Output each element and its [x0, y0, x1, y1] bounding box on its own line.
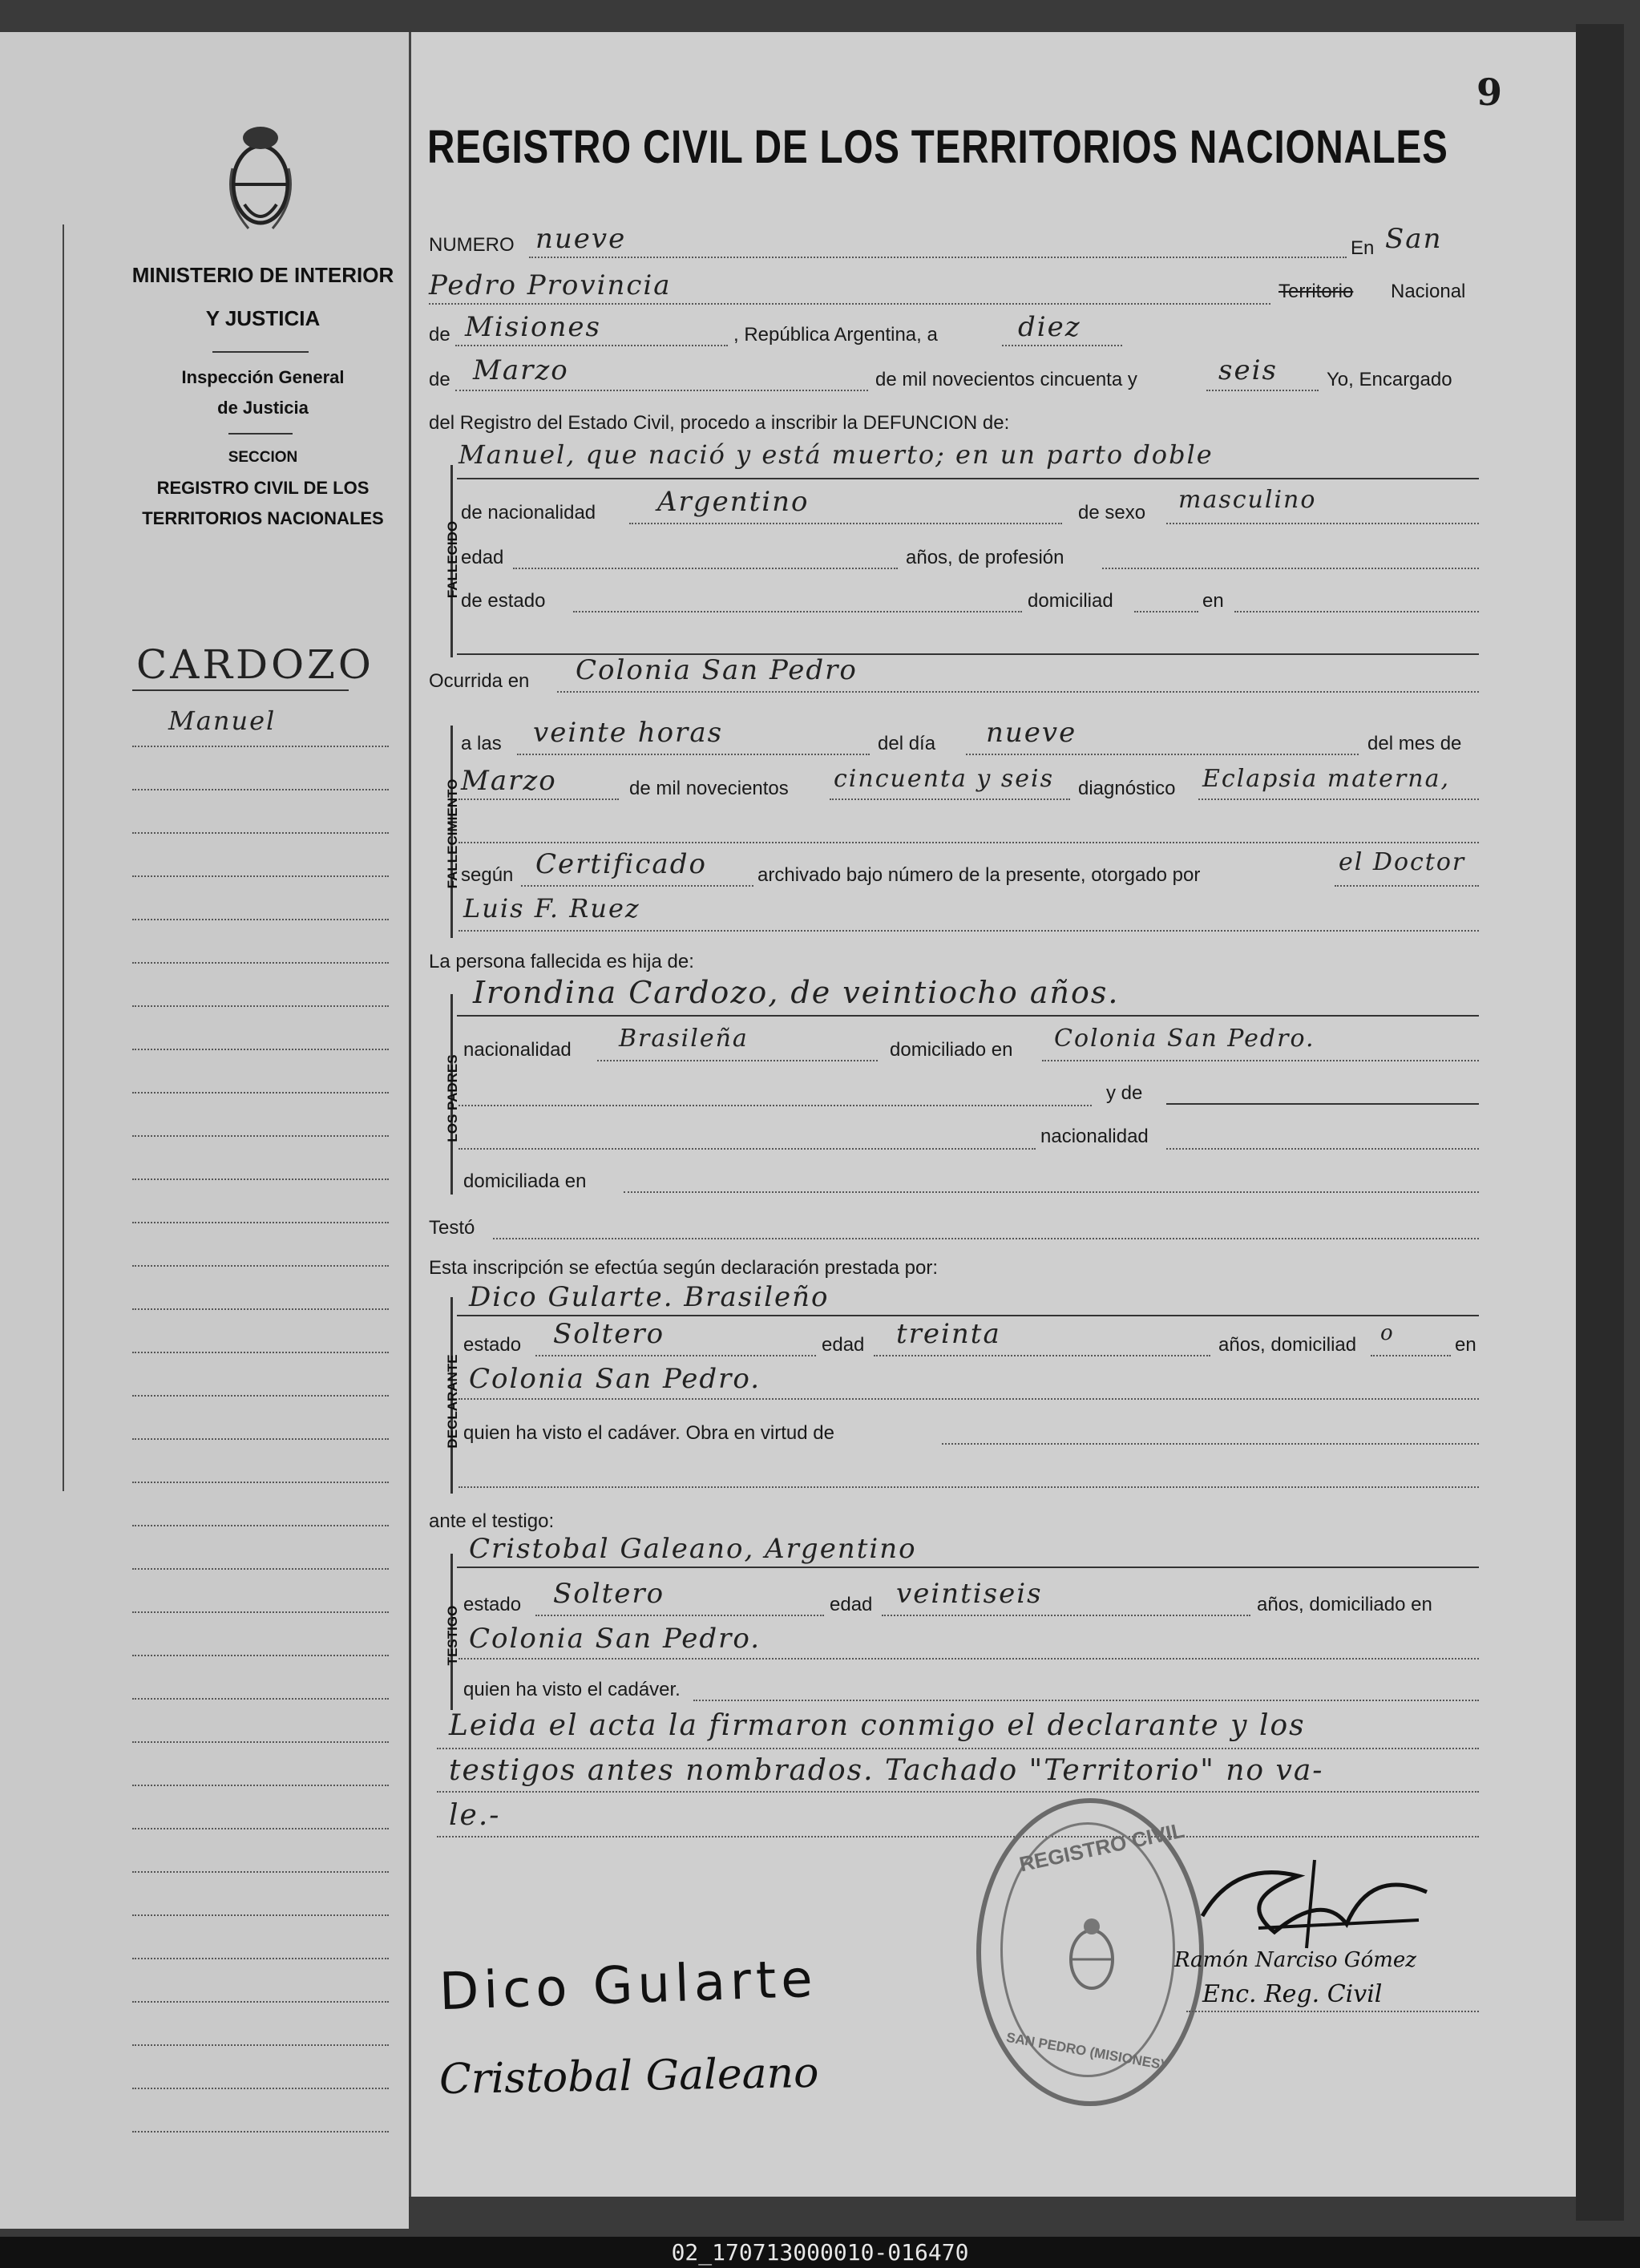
margin-rule-line: [132, 1005, 389, 1007]
field-line: [535, 1615, 824, 1616]
numero-value: nueve: [535, 223, 627, 255]
anio-label: de mil novecientos: [629, 778, 789, 799]
field-line: [535, 1355, 816, 1356]
nacionalidad-value: Argentino: [657, 486, 810, 518]
page-number: 9: [1476, 71, 1503, 114]
field-line: [597, 1060, 878, 1061]
field-line: [629, 523, 1062, 524]
field-line: [1186, 2011, 1479, 2012]
testigo-signature: Cristobal Galeano: [438, 2048, 819, 2104]
field-line: [1206, 390, 1319, 391]
ministry-title: MINISTERIO DE INTERIOR: [131, 263, 394, 287]
de-value: Misiones: [465, 311, 601, 343]
testigo-estado-value: Soltero: [553, 1578, 665, 1610]
field-line: [573, 611, 1022, 612]
a-las-label: a las: [461, 733, 502, 754]
book-spine: [1576, 24, 1624, 2221]
testigo-estado-label: estado: [463, 1594, 522, 1615]
anio-value: cincuenta y seis: [834, 765, 1055, 793]
field-line: [455, 390, 868, 391]
padres-section-label: LOS PADRES: [445, 1054, 460, 1142]
encargado-signature-mark: [1186, 1844, 1443, 1964]
margin-rule-line: [132, 789, 389, 790]
field-line: [437, 1791, 1479, 1793]
declarante-signature: Dico Gularte: [438, 1949, 818, 2023]
field-line: [437, 1748, 1479, 1749]
dia-value: nueve: [986, 717, 1077, 749]
field-line: [458, 798, 619, 800]
field-line: [458, 1658, 1479, 1660]
declarante-domicilio-value: Colonia San Pedro.: [469, 1363, 761, 1395]
field-line: [1335, 885, 1479, 887]
declarante-name-value: Dico Gularte. Brasileño: [469, 1281, 830, 1313]
testigo-edad-value: veintiseis: [896, 1578, 1043, 1610]
month-value: Marzo: [473, 354, 569, 386]
field-line: [429, 303, 1270, 305]
field-line: [1002, 345, 1122, 346]
margin-rule-line: [132, 919, 389, 920]
section-label: SECCION: [228, 449, 298, 466]
margin-rule-line: [132, 1611, 389, 1613]
domiciliada-label: domiciliada en: [463, 1170, 587, 1192]
otorgado-value: el Doctor: [1339, 848, 1466, 876]
section-title-2: TERRITORIOS NACIONALES: [142, 508, 384, 528]
padres-intro-label: La persona fallecida es hija de:: [429, 951, 694, 972]
mes-label: del mes de: [1367, 733, 1462, 754]
day-value: diez: [1018, 311, 1081, 343]
field-line: [458, 1148, 1036, 1150]
ocurrida-label: Ocurrida en: [429, 670, 530, 692]
archive-id-footer: 02_170713000010-016470: [0, 2237, 1640, 2268]
en-label: En: [1351, 237, 1375, 259]
declarante-domicilio-suffix: o: [1380, 1321, 1395, 1345]
field-line: [457, 1315, 1479, 1316]
place-value: Pedro Provincia: [429, 269, 672, 301]
profesion-label: años, de profesión: [906, 547, 1064, 568]
nacionalidad-label: de nacionalidad: [461, 502, 596, 524]
underline: [132, 689, 349, 691]
field-line: [942, 1443, 1479, 1445]
inspection-title: Inspección General: [181, 367, 345, 387]
fallecido-section-label: FALLECIDO: [445, 520, 460, 599]
archivado-label: archivado bajo número de la presente, otorgado por: [757, 864, 1201, 886]
year-value: seis: [1218, 354, 1278, 386]
declarante-edad-value: treinta: [896, 1318, 1001, 1350]
field-line: [455, 345, 728, 346]
stamp-bottom-text: SAN PEDRO (MISIONES): [1004, 2029, 1166, 2073]
testigo-intro-label: ante el testigo:: [429, 1510, 555, 1532]
closing-line-3: le.-: [449, 1799, 501, 1832]
ocurrida-value: Colonia San Pedro: [576, 654, 858, 686]
field-line: [966, 754, 1359, 755]
sexo-label: de sexo: [1078, 502, 1146, 524]
field-line: [693, 1700, 1479, 1701]
domiciliado-value: Colonia San Pedro.: [1054, 1025, 1315, 1053]
estado-label: de estado: [461, 590, 546, 612]
margin-rule-line: [132, 1871, 389, 1873]
margin-vertical-line: [63, 224, 64, 1491]
domiciliado-label: domiciliado en: [890, 1039, 1013, 1061]
margin-rule-line: [132, 1482, 389, 1483]
field-line: [1198, 798, 1479, 800]
padres-nacionalidad-value: Brasileña: [619, 1025, 749, 1053]
doctor-value: Luis F. Ruez: [463, 893, 640, 924]
encargado-label: Yo, Encargado: [1327, 369, 1452, 390]
coat-of-arms-icon: [216, 120, 305, 241]
territorio-label-struck: Territorio: [1278, 281, 1354, 302]
margin-rule-line: [132, 2131, 389, 2133]
margin-rule-line: [132, 962, 389, 964]
declarante-estado-label: estado: [463, 1334, 522, 1356]
field-line: [457, 1567, 1479, 1568]
field-line: [1166, 1148, 1479, 1150]
domicilio-label: domiciliad: [1028, 590, 1113, 612]
field-line: [1134, 611, 1198, 612]
stamp-emblem-icon: [1060, 1915, 1124, 1995]
field-line: [458, 1105, 1092, 1106]
declarante-edad-label: edad: [822, 1334, 865, 1356]
hora-value: veinte horas: [533, 717, 724, 749]
margin-rule-line: [132, 1828, 389, 1829]
field-line: [493, 1238, 1479, 1239]
margin-rule-line: [132, 832, 389, 834]
field-line: [458, 1398, 1479, 1400]
margin-rule-line: [132, 1092, 389, 1094]
margin-rule-line: [132, 1352, 389, 1353]
margin-rule-line: [132, 746, 389, 747]
stamp-top-text: REGISTRO CIVIL: [1017, 1817, 1187, 1877]
margin-rule-line: [132, 1438, 389, 1440]
padres-nacionalidad-label: nacionalidad: [463, 1039, 572, 1061]
field-line: [458, 930, 1479, 932]
field-line: [1234, 611, 1479, 612]
margin-rule-line: [132, 1135, 389, 1137]
encargado-name: Ramón Narciso Gómez: [1174, 1948, 1416, 1972]
field-line: [874, 1355, 1210, 1356]
margin-rule-line: [132, 875, 389, 877]
y-de-label: y de: [1106, 1082, 1143, 1104]
testo-label: Testó: [429, 1217, 475, 1239]
republica-label: , República Argentina, a: [733, 324, 938, 346]
madre-value: Irondina Cardozo, de veintiocho años.: [473, 975, 1120, 1010]
testigo-domicilio-label: años, domiciliado en: [1257, 1594, 1432, 1615]
margin-rule-line: [132, 1958, 389, 1959]
field-line: [830, 798, 1070, 800]
margin-rule-line: [132, 1222, 389, 1223]
registro-label: del Registro del Estado Civil, procedo a inscribir la DEFUNCION de:: [429, 412, 1010, 434]
closing-line-2: testigos antes nombrados. Tachado "Territorio" no va-: [449, 1754, 1324, 1787]
margin-rule-line: [132, 1395, 389, 1397]
margin-rule-line: [132, 1308, 389, 1310]
dia-label: del día: [878, 733, 936, 754]
declarante-section-label: DECLARANTE: [445, 1354, 460, 1449]
divider: [228, 433, 293, 435]
field-line: [1371, 1355, 1451, 1356]
declarante-visto-label: quien ha visto el cadáver. Obra en virtud de: [463, 1422, 834, 1444]
margin-rule-line: [132, 1178, 389, 1180]
declarante-estado-value: Soltero: [553, 1318, 665, 1350]
field-line: [457, 1015, 1479, 1017]
segun-label: según: [461, 864, 514, 886]
margin-rule-line: [132, 1655, 389, 1656]
nacionalidad2-label: nacionalidad: [1040, 1126, 1149, 1147]
margin-rule-line: [132, 1698, 389, 1700]
en-value: San: [1385, 223, 1443, 255]
registry-stamp: [976, 1798, 1204, 2106]
field-line: [437, 1836, 1479, 1837]
left-margin-page: [0, 32, 409, 2229]
year-label: de mil novecientos cincuenta y: [875, 369, 1137, 390]
margin-rule-line: [132, 1741, 389, 1743]
testigo-section-label: TESTIGO: [445, 1605, 460, 1666]
margin-rule-line: [132, 1265, 389, 1267]
segun-value: Certificado: [535, 848, 707, 880]
field-line: [1102, 568, 1479, 569]
inspection-title-2: de Justicia: [217, 398, 309, 418]
en-label-2: en: [1202, 590, 1224, 612]
fallecido-name-value: Manuel, que nació y está muerto; en un parto doble: [458, 439, 1214, 470]
fallecimiento-section-label: FALLECIMIENTO: [445, 778, 460, 889]
ministry-title-2: Y JUSTICIA: [205, 306, 321, 330]
margin-surname: CARDOZO: [136, 641, 374, 688]
field-line: [458, 1486, 1479, 1488]
field-line: [517, 754, 870, 755]
field-line: [1166, 1103, 1479, 1105]
field-line: [1166, 523, 1479, 524]
numero-label: NUMERO: [429, 234, 515, 256]
de-label-2: de: [429, 369, 450, 390]
diagnostico-value: Eclapsia materna,: [1202, 765, 1451, 793]
margin-rule-line: [132, 2088, 389, 2089]
field-line: [882, 1615, 1250, 1616]
mes-value: Marzo: [461, 765, 557, 797]
field-line: [529, 257, 1347, 258]
nacional-label: Nacional: [1391, 281, 1466, 302]
margin-rule-line: [132, 1785, 389, 1786]
declarante-en-label: en: [1455, 1334, 1476, 1356]
closing-line-1: Leida el acta la firmaron conmigo el declarante y los: [449, 1709, 1306, 1742]
encargado-title: Enc. Reg. Civil: [1202, 1980, 1383, 2008]
declarante-domicilio-label: años, domiciliad: [1218, 1334, 1357, 1356]
field-line: [457, 478, 1479, 479]
margin-rule-line: [132, 1914, 389, 1916]
sexo-value: masculino: [1178, 486, 1317, 514]
margin-rule-line: [132, 1568, 389, 1570]
margin-given-name: Manuel: [168, 705, 277, 736]
margin-rule-line: [132, 1049, 389, 1050]
testigo-domicilio-value: Colonia San Pedro.: [469, 1623, 761, 1655]
de-label: de: [429, 324, 450, 346]
section-title: REGISTRO CIVIL DE LOS: [156, 478, 370, 498]
field-line: [557, 691, 1479, 693]
testigo-name-value: Cristobal Galeano, Argentino: [469, 1533, 917, 1565]
declarante-intro-label: Esta inscripción se efectúa según declaración prestada por:: [429, 1257, 939, 1279]
margin-rule-line: [132, 2044, 389, 2046]
margin-rule-line: [132, 2001, 389, 2003]
register-title: REGISTRO CIVIL DE LOS TERRITORIOS NACIONALES: [427, 121, 1448, 173]
field-line: [624, 1191, 1479, 1193]
field-line: [521, 885, 753, 887]
margin-rule-line: [132, 1525, 389, 1526]
testigo-edad-label: edad: [830, 1594, 873, 1615]
field-line: [458, 842, 1479, 843]
divider: [212, 351, 309, 353]
diagnostico-label: diagnóstico: [1078, 778, 1176, 799]
field-line: [513, 568, 898, 569]
field-line: [1042, 1060, 1479, 1061]
edad-label: edad: [461, 547, 504, 568]
testigo-visto-label: quien ha visto el cadáver.: [463, 1679, 681, 1700]
